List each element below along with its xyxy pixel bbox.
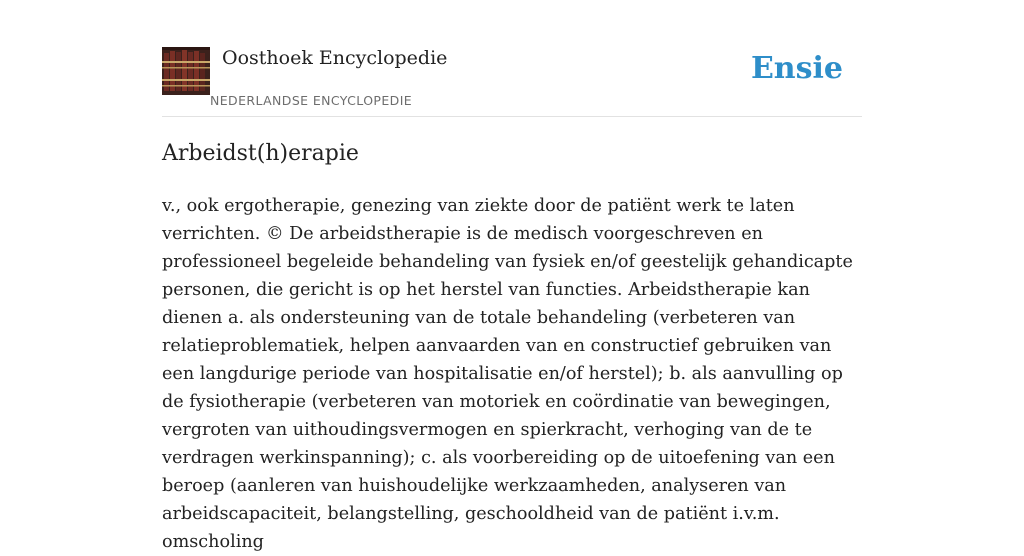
source-subtitle: NEDERLANDSE ENCYCLOPEDIE — [210, 93, 413, 108]
header — [162, 46, 862, 117]
ensie-logo-link[interactable]: Ensie — [750, 51, 843, 86]
source-name[interactable]: Oosthoek Encyclopedie — [222, 47, 448, 69]
article-title: Arbeidst(h)erapie — [162, 141, 359, 166]
article-body: v., ook ergotherapie, genezing van ziekte door de patiënt werk te laten verrichten. © De arbeidstherapie is de medisch voorgeschreven en professioneel begeleide behandeling van fysiek en/of geestelijk gehandicapte personen, die gericht is op het herstel van functies. Arbeidstherapie kan dienen a. als ondersteuning van de totale behandeling (verbeteren van relatieproblematiek, helpen aanvaarden van en constructief gebruiken van een langdurige periode van hospitalisatie en/of herstel); b. als aanvulling op de fysiotherapie (verbeteren van motoriek en coördinatie van bewegingen, vergroten van uithoudingsvermogen en spierkracht, verhoging van de te verdragen werkinspanning); c. als voorbereiding op de uitoefening van een beroep (aanleren van huishoudelijke werkzaamheden, analyseren van arbeidscapaciteit, belangstelling, geschooldheid van de patiënt i.v.m. omscholing — [162, 196, 853, 552]
source-avatar[interactable] — [162, 47, 210, 95]
encyclopedia-books-icon — [162, 47, 210, 95]
